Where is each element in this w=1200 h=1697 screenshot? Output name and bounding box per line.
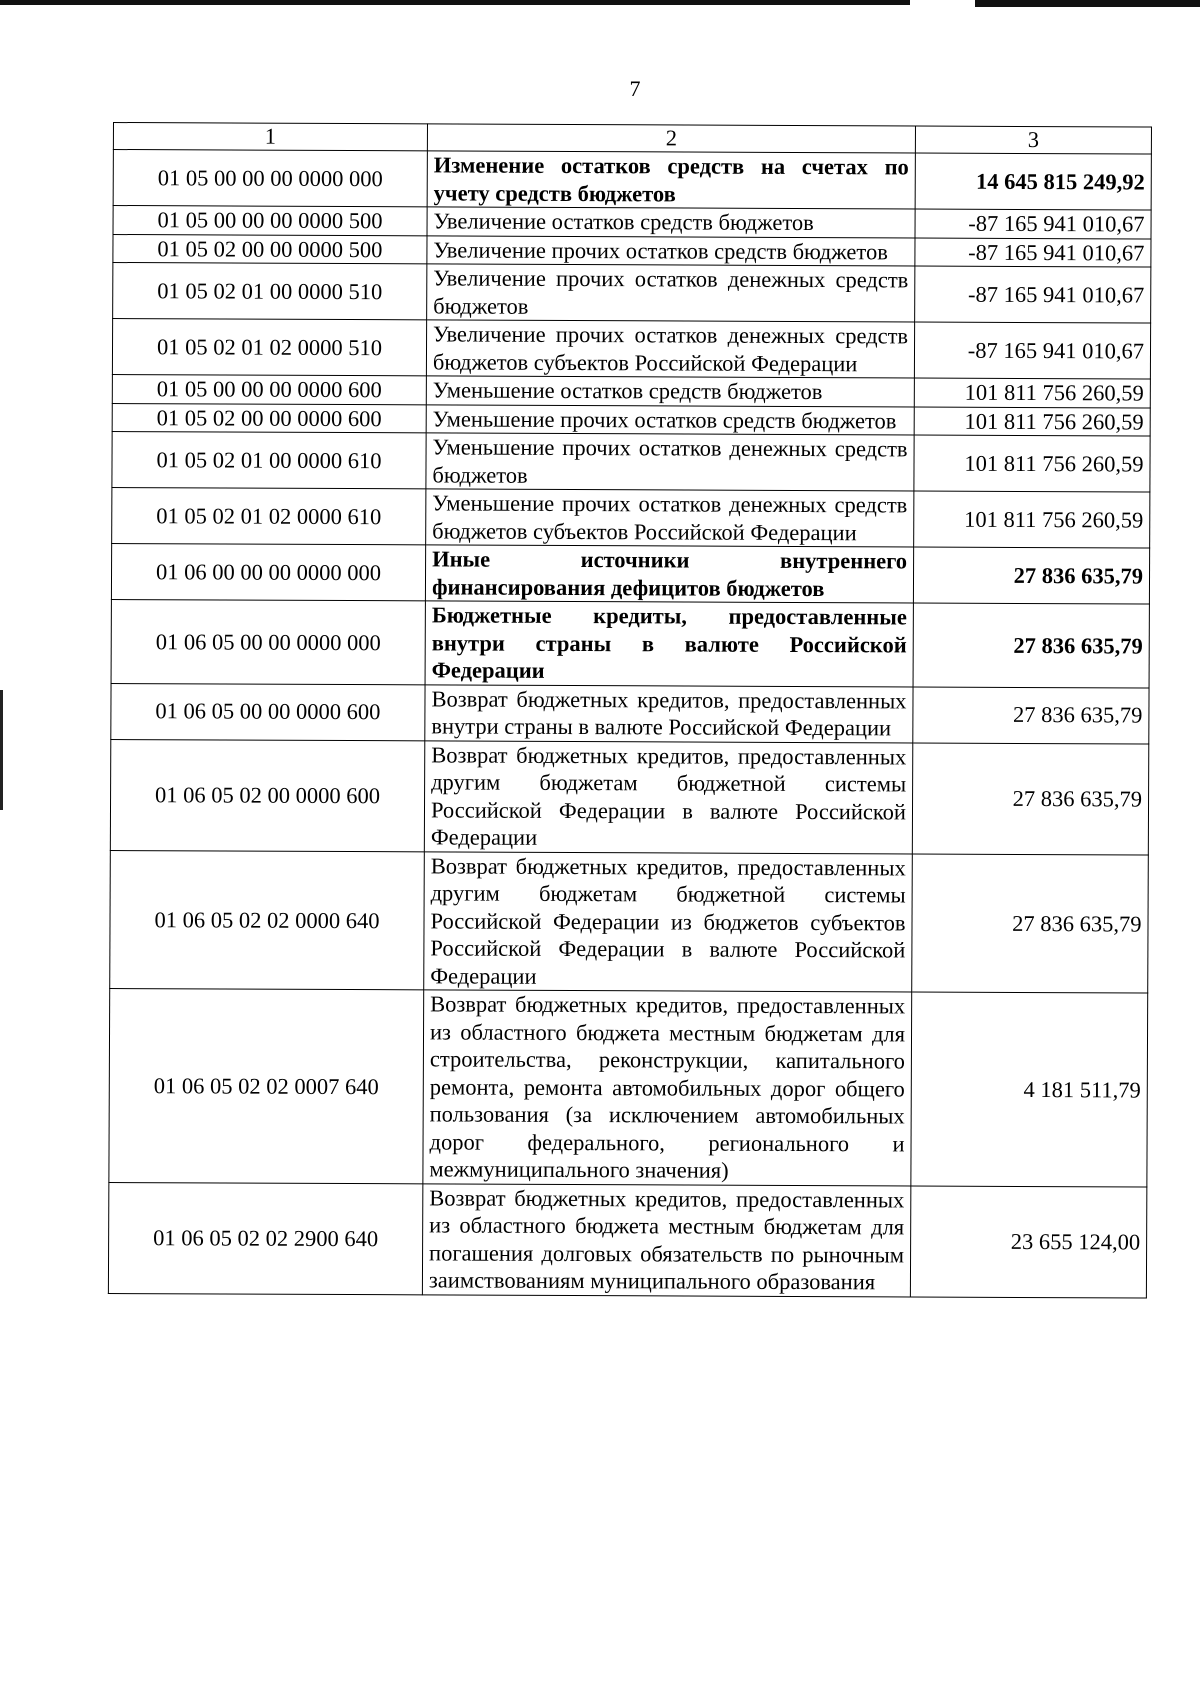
table-row [112,319,1150,380]
row-code: 01 05 02 01 02 0000 610 [112,487,426,544]
row-name: Уменьшение прочих остатков средств бюджетов [426,404,914,435]
row-code: 01 06 00 00 00 0000 000 [111,543,425,600]
row-amount: 27 836 635,79 [913,686,1149,743]
row-code: 01 06 05 02 00 0000 600 [110,739,424,851]
table-row [108,1182,1146,1298]
table-row [111,599,1149,687]
row-amount: 101 811 756 260,59 [914,491,1150,548]
scan-border-top-left [0,0,910,5]
row-name: Возврат бюджетных кредитов, предоставленных внутри страны в валюте Российской Федерации [425,684,913,742]
row-name: Увеличение остатков средств бюджетов [427,207,915,238]
table-row [113,206,1151,239]
row-code: 01 05 02 01 00 0000 510 [113,263,427,320]
row-amount: 23 655 124,00 [910,1185,1146,1297]
row-name: Уменьшение остатков средств бюджетов [426,376,914,407]
row-code: 01 06 05 00 00 0000 600 [111,683,425,740]
row-code: 01 05 02 00 00 0000 600 [112,403,426,433]
scan-border-top-right [975,0,1200,7]
table-row [112,431,1150,492]
row-amount: 101 811 756 260,59 [914,435,1150,492]
row-code: 01 06 05 02 02 0000 640 [110,850,425,990]
row-code: 01 06 05 02 02 2900 640 [108,1182,422,1294]
column-header-code: 1 [113,123,427,151]
column-header-name: 2 [427,124,915,153]
row-name: Возврат бюджетных кредитов, предоставленных из областного бюджета местным бюджетам для погашения долговых обязательств по рыночным заимствованиям муниципального образования [422,1183,910,1296]
row-name: Бюджетные кредиты, предоставленные внутри страны в валюте Российской Федерации [425,601,913,687]
row-amount: 4 181 511,79 [911,992,1148,1187]
table-row [112,403,1150,436]
row-amount: 101 811 756 260,59 [914,406,1150,436]
page-number: 7 [629,76,641,101]
row-code: 01 06 05 00 00 0000 000 [111,599,425,684]
row-code: 01 05 02 00 00 0000 500 [113,234,427,264]
row-code: 01 06 05 02 02 0007 640 [109,988,424,1183]
row-name: Изменение остатков средств на счетах по учету средств бюджетов [427,151,915,209]
row-name: Возврат бюджетных кредитов, предоставленных из областного бюджета местным бюджетам для строительства, реконструкции, капитального ремонта, ремонта автомобильных дорог общего пользования (за исключением автомобильных дорог федерального, регионального и межмуниципального значения) [423,990,912,1186]
row-code: 01 05 02 01 02 0000 510 [112,319,426,376]
table-row [113,263,1151,324]
row-amount: -87 165 941 010,67 [915,238,1151,268]
table-row [109,988,1148,1186]
table-row [111,543,1149,604]
row-name: Увеличение прочих остатков средств бюджетов [427,235,915,266]
table-row [113,150,1151,211]
row-name: Увеличение прочих остатков денежных средств бюджетов [427,264,915,322]
row-code: 01 05 02 01 00 0000 610 [112,431,426,488]
row-name: Уменьшение прочих остатков денежных средств бюджетов [426,433,914,491]
table-row [110,850,1149,993]
table-row [110,739,1148,855]
row-code: 01 05 00 00 00 0000 000 [113,150,427,207]
table-row [112,374,1150,407]
row-name: Иные источники внутреннего финансирования дефицитов бюджетов [425,545,913,603]
row-amount: 27 836 635,79 [912,853,1149,993]
row-amount: 27 836 635,79 [912,742,1148,854]
row-amount: -87 165 941 010,67 [914,322,1150,379]
table-row [111,683,1149,744]
budget-sources-table [108,122,1152,1298]
row-amount: 27 836 635,79 [913,603,1149,688]
row-code: 01 05 00 00 00 0000 500 [113,206,427,236]
row-amount: -87 165 941 010,67 [915,266,1151,323]
table-header-row [113,123,1151,155]
row-amount: 101 811 756 260,59 [914,378,1150,408]
row-name: Увеличение прочих остатков денежных средств бюджетов субъектов Российской Федерации [426,320,914,378]
row-amount: 14 645 815 249,92 [915,153,1151,210]
row-name: Возврат бюджетных кредитов, предоставленных другим бюджетам бюджетной системы Российской Федерации в валюте Российской Федерации [424,740,912,853]
row-amount: -87 165 941 010,67 [915,209,1151,239]
row-code: 01 05 00 00 00 0000 600 [112,374,426,404]
row-amount: 27 836 635,79 [913,547,1149,604]
table-row [112,487,1150,548]
table-row [113,234,1151,267]
row-name: Возврат бюджетных кредитов, предоставленных другим бюджетам бюджетной системы Российской Федерации из бюджетов субъектов Российской Федерации в валюте Российской Федерации [424,851,913,992]
row-name: Уменьшение прочих остатков денежных средств бюджетов субъектов Российской Федерации [426,489,914,547]
scan-border-left-edge [0,690,3,810]
column-header-amount: 3 [915,126,1151,154]
